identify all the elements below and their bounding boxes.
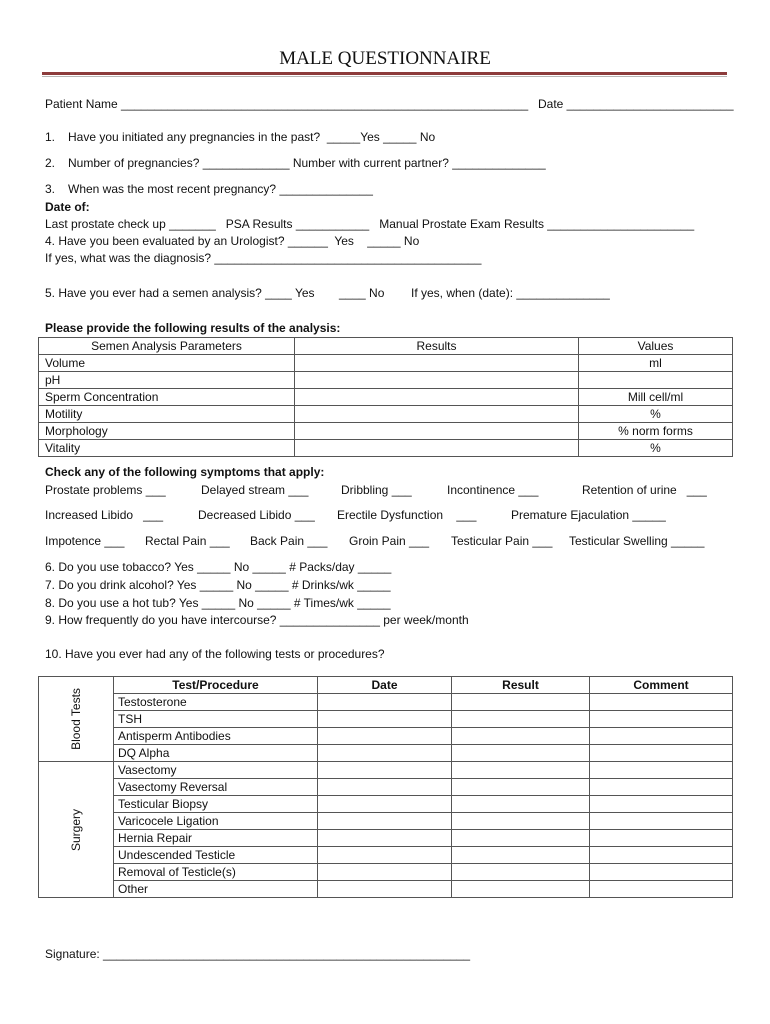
result-cell[interactable] [452,796,590,813]
procedure-cell: Undescended Testicle [114,847,318,864]
symptom-dribbling[interactable]: Dribbling ___ [341,483,412,497]
comment-cell[interactable] [590,847,733,864]
date-cell[interactable] [318,881,452,898]
procedure-cell: Other [114,881,318,898]
symptom-back-pain[interactable]: Back Pain ___ [250,534,328,548]
signature-line[interactable]: Signature: _______________________________________________________ [45,947,471,961]
date-cell[interactable] [318,694,452,711]
param-cell: Morphology [39,423,295,440]
date-field[interactable]: Date _________________________ [538,97,734,111]
result-cell[interactable] [452,847,590,864]
symptom-impotence[interactable]: Impotence ___ [45,534,125,548]
table-row [39,728,733,745]
procedure-cell: Removal of Testicle(s) [114,864,318,881]
comment-cell[interactable] [590,864,733,881]
procedure-cell: Antisperm Antibodies [114,728,318,745]
q9-intercourse[interactable]: 9. How frequently do you have intercourse? _______________ per week/month [45,613,469,627]
procedure-cell: DQ Alpha [114,745,318,762]
result-cell[interactable] [452,711,590,728]
result-cell[interactable] [295,423,579,440]
procedure-cell: Varicocele Ligation [114,813,318,830]
result-cell[interactable] [452,864,590,881]
header-values: Values [579,338,733,355]
table-header-row [39,338,733,355]
semen-analysis-table [38,337,733,457]
table-row [39,745,733,762]
table-row [39,406,733,423]
date-cell[interactable] [318,728,452,745]
q6-tobacco[interactable]: 6. Do you use tobacco? Yes _____ No _____ # Packs/day _____ [45,560,392,574]
comment-cell[interactable] [590,796,733,813]
q5-when[interactable]: If yes, when (date): ______________ [411,286,610,300]
q1-text[interactable]: Have you initiated any pregnancies in the past? _____Yes _____ No [68,130,436,144]
value-cell: ml [579,355,733,372]
value-cell: % [579,406,733,423]
q10-text: 10. Have you ever had any of the following tests or procedures? [45,647,385,661]
result-cell[interactable] [452,745,590,762]
comment-cell[interactable] [590,711,733,728]
result-cell[interactable] [452,762,590,779]
table-row [39,847,733,864]
symptom-retention-of-urine[interactable]: Retention of urine ___ [582,483,707,497]
q2-text[interactable]: Number of pregnancies? _____________ Number with current partner? ______________ [68,156,546,170]
procedure-cell: Testicular Biopsy [114,796,318,813]
table-row [39,389,733,406]
param-cell: pH [39,372,295,389]
value-cell [579,372,733,389]
comment-cell[interactable] [590,779,733,796]
q8-hot-tub[interactable]: 8. Do you use a hot tub? Yes _____ No _____ # Times/wk _____ [45,596,391,610]
table-row [39,694,733,711]
q5-no[interactable]: ____ No [339,286,385,300]
q2-number: 2. [45,156,56,170]
title-rule-shadow [42,76,727,77]
q3-text[interactable]: When was the most recent pregnancy? ______________ [68,182,373,196]
tests-procedures-table [38,676,733,898]
date-of-label: Date of: [45,200,90,214]
symptom-testicular-pain[interactable]: Testicular Pain ___ [451,534,553,548]
date-cell[interactable] [318,762,452,779]
table-row [39,830,733,847]
semen-analysis-heading: Please provide the following results of the analysis: [45,321,341,335]
header-test-procedure: Test/Procedure [114,677,318,694]
comment-cell[interactable] [590,728,733,745]
date-cell[interactable] [318,830,452,847]
result-cell[interactable] [452,830,590,847]
symptom-rectal-pain[interactable]: Rectal Pain ___ [145,534,230,548]
patient-name-field[interactable]: Patient Name _____________________________________________________________ [45,97,529,111]
header-date: Date [318,677,452,694]
value-cell: % norm forms [579,423,733,440]
result-cell[interactable] [452,813,590,830]
table-row [39,423,733,440]
date-cell[interactable] [318,711,452,728]
procedure-cell: Vasectomy [114,762,318,779]
table-row [39,813,733,830]
value-cell: Mill cell/ml [579,389,733,406]
symptom-prostate-problems[interactable]: Prostate problems ___ [45,483,166,497]
result-cell[interactable] [452,728,590,745]
q7-alcohol[interactable]: 7. Do you drink alcohol? Yes _____ No _____ # Drinks/wk _____ [45,578,391,592]
symptoms-heading: Check any of the following symptoms that apply: [45,465,325,479]
date-cell[interactable] [318,796,452,813]
result-cell[interactable] [295,355,579,372]
result-cell[interactable] [452,694,590,711]
procedure-cell: Vasectomy Reversal [114,779,318,796]
value-cell: % [579,440,733,457]
procedure-cell: Testosterone [114,694,318,711]
date-cell[interactable] [318,847,452,864]
header-comment: Comment [590,677,733,694]
table-row [39,779,733,796]
result-cell[interactable] [295,372,579,389]
symptom-testicular-swelling[interactable]: Testicular Swelling _____ [569,534,705,548]
comment-cell[interactable] [590,813,733,830]
symptom-erectile-dysfunction[interactable]: Erectile Dysfunction ___ [337,508,477,522]
title-rule [42,72,727,75]
surgery-label: Surgery [69,808,83,851]
diagnosis-line[interactable]: If yes, what was the diagnosis? ________________________________________ [45,251,482,265]
header-result: Result [452,677,590,694]
result-cell[interactable] [295,440,579,457]
result-cell[interactable] [452,779,590,796]
comment-cell[interactable] [590,745,733,762]
page-title: MALE QUESTIONNAIRE [279,48,491,69]
param-cell: Volume [39,355,295,372]
table-row [39,372,733,389]
symptom-increased-libido[interactable]: Increased Libido ___ [45,508,164,522]
result-cell[interactable] [295,406,579,423]
comment-cell[interactable] [590,830,733,847]
q3-number: 3. [45,182,56,196]
q5-question[interactable]: 5. Have you ever had a semen analysis? ____ Yes [45,286,315,300]
prostate-check-line[interactable]: Last prostate check up _______ PSA Results ___________ Manual Prostate Exam Results ______________________ [45,217,695,231]
date-cell[interactable] [318,779,452,796]
surgery-group [39,762,114,898]
symptom-decreased-libido[interactable]: Decreased Libido ___ [198,508,315,522]
date-cell[interactable] [318,864,452,881]
blood-tests-group [39,677,114,762]
q1-number: 1. [45,130,56,144]
symptom-incontinence[interactable]: Incontinence ___ [447,483,539,497]
comment-cell[interactable] [590,694,733,711]
header-results: Results [295,338,579,355]
table-header-row [39,677,733,694]
procedure-cell: TSH [114,711,318,728]
table-row [39,440,733,457]
table-row [39,881,733,898]
table-row [39,796,733,813]
comment-cell[interactable] [590,881,733,898]
q4-text[interactable]: 4. Have you been evaluated by an Urologist? ______ Yes _____ No [45,234,420,248]
table-row [39,762,733,779]
result-cell[interactable] [452,881,590,898]
param-cell: Sperm Concentration [39,389,295,406]
param-cell: Motility [39,406,295,423]
table-row [39,355,733,372]
table-row [39,864,733,881]
table-row [39,711,733,728]
symptom-delayed-stream[interactable]: Delayed stream ___ [201,483,309,497]
symptom-premature-ejaculation[interactable]: Premature Ejaculation _____ [511,508,666,522]
symptom-groin-pain[interactable]: Groin Pain ___ [349,534,430,548]
procedure-cell: Hernia Repair [114,830,318,847]
param-cell: Vitality [39,440,295,457]
date-cell[interactable] [318,813,452,830]
header-parameters: Semen Analysis Parameters [39,338,295,355]
blood-tests-label: Blood Tests [69,688,83,750]
result-cell[interactable] [295,389,579,406]
comment-cell[interactable] [590,762,733,779]
date-cell[interactable] [318,745,452,762]
